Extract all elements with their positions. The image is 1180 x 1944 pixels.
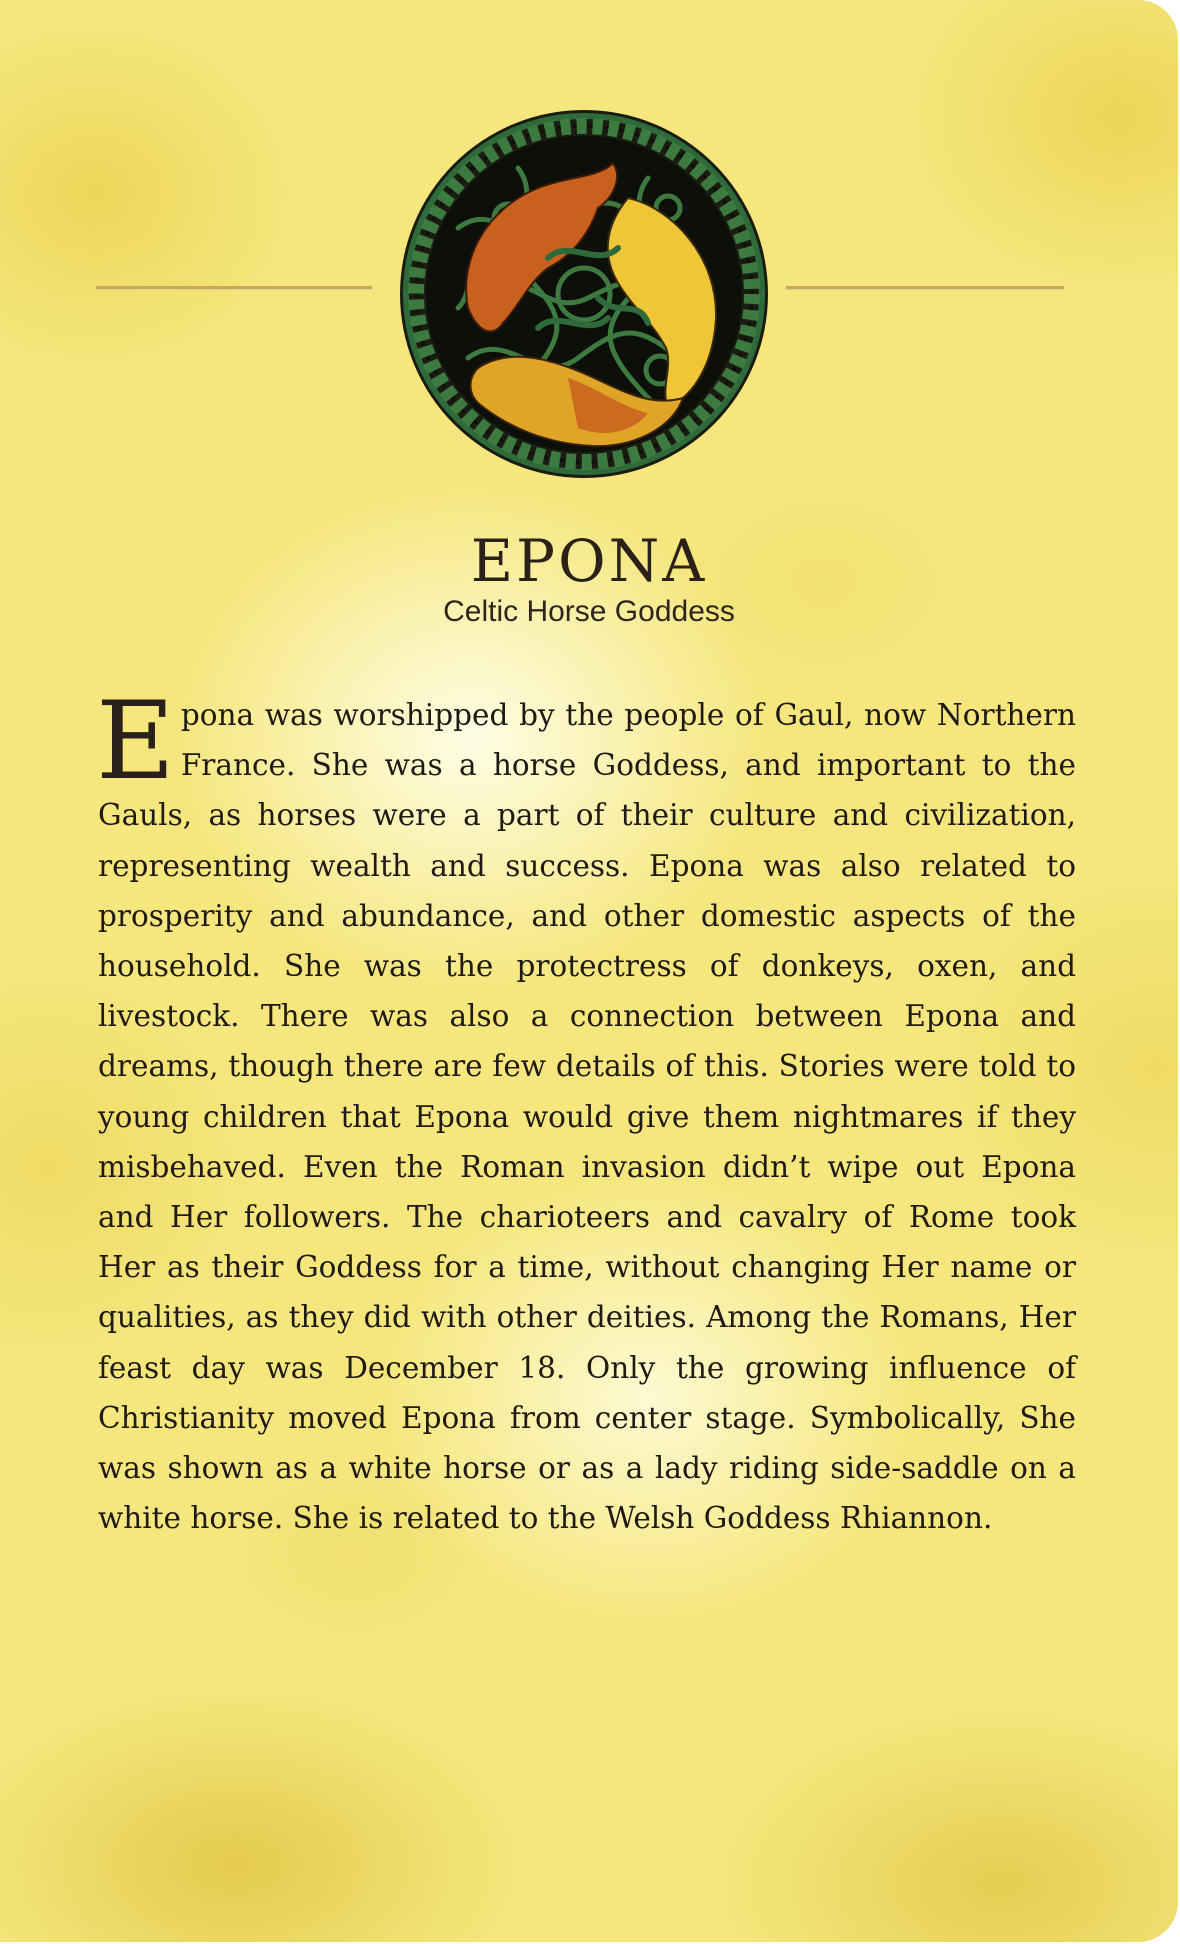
card-title: EPONA [470,527,708,595]
left-divider-rule [96,286,372,290]
description-text: pona was worshipped by the people of Gaul, now Northern France. She was a horse Goddess, and important to the Gauls, as horses were a part of their culture and civilization, representing wealth and success. Epona was also related to prosperity and abundance, and other domestic aspects of the household. She was the protectress of donkeys, oxen, and livestock. There was also a connection between Epona and dreams, though there are few details of this. Stories were told to young children that Epona would give them nightmares if they misbehaved. Even the Roman invasion didn’t wipe out Epona and Her followers. The charioteers and cavalry of Rome took Her as their Goddess for a time, without changing Her name or qualities, as they did with other deities. Among the Romans, Her feast day was December 18. Only the growing influence of Christianity moved Epona from center stage. Symbolically, She was shown as a white horse or as a lady riding side-saddle on a white horse. She is related to the Welsh Goddess Rhiannon. [98,698,1076,1536]
celtic-horses-knot-icon [398,108,770,480]
right-divider-rule [786,286,1064,290]
drop-cap: E [96,679,175,804]
card-description [96,679,1076,1543]
card-subtitle: Celtic Horse Goddess [443,595,735,628]
